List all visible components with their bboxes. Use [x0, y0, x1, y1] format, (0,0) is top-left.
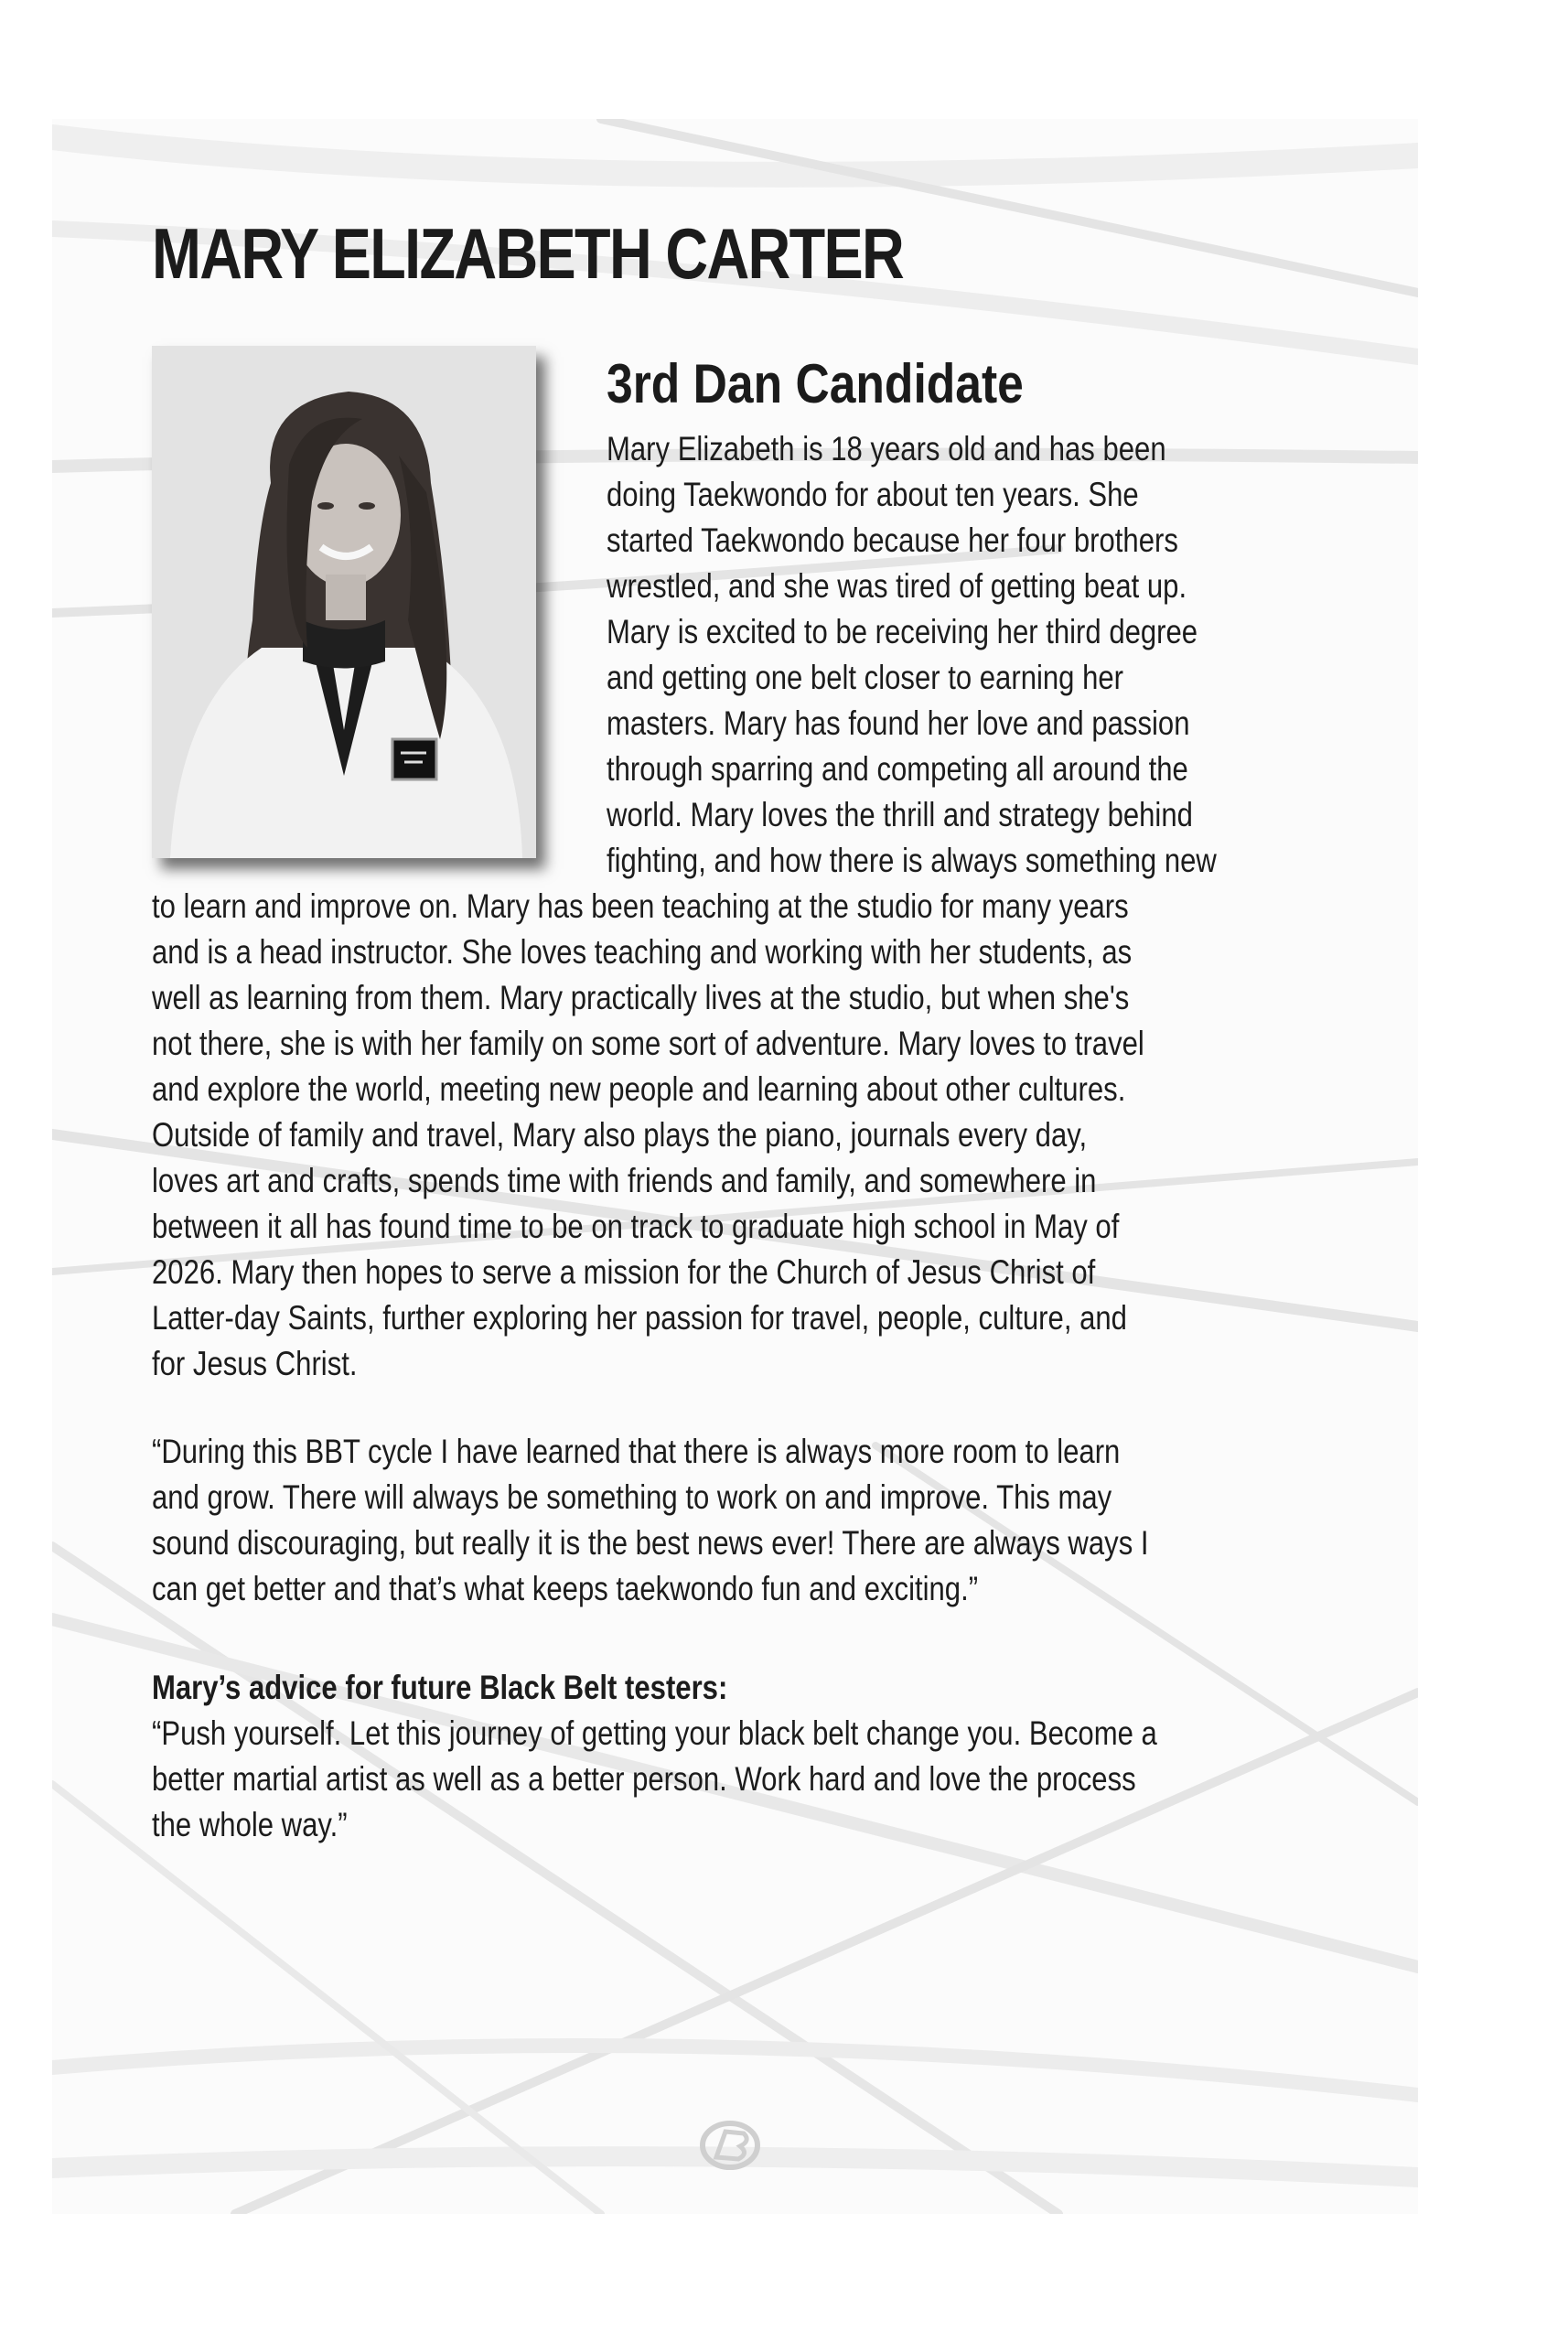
- bio-line: between it all has found time to be on track to graduate high school in May of: [152, 1208, 1120, 1245]
- bio-line: well as learning from them. Mary practically lives at the studio, but when she's: [152, 979, 1130, 1016]
- bio-line: Mary Elizabeth is 18 years old and has been: [607, 430, 1166, 467]
- bio-line: to learn and improve on. Mary has been teaching at the studio for many years: [152, 887, 1129, 925]
- bio-line: for Jesus Christ.: [152, 1345, 358, 1382]
- advice-line: “Push yourself. Let this journey of getting your black belt change you. Become a: [152, 1714, 1157, 1752]
- bio-line: 2026. Mary then hopes to serve a mission for the Church of Jesus Christ of: [152, 1253, 1096, 1291]
- bio-line: and is a head instructor. She loves teaching and working with her students, as: [152, 933, 1133, 971]
- quote-line: sound discouraging, but really it is the best news ever! There are always ways I: [152, 1524, 1149, 1562]
- portrait-photo-drawing: [152, 346, 536, 858]
- rank-subtitle: 3rd Dan Candidate: [607, 353, 1024, 414]
- bio-line: through sparring and competing all around the: [607, 750, 1188, 788]
- quote-line: and grow. There will always be something to work on and improve. This may: [152, 1478, 1112, 1516]
- quote-line: “During this BBT cycle I have learned that there is always more room to learn: [152, 1433, 1121, 1470]
- bio-line: wrestled, and she was tired of getting beat up.: [607, 567, 1187, 605]
- bio-line: started Taekwondo because her four brothers: [607, 521, 1178, 559]
- bio-line: Latter-day Saints, further exploring her passion for travel, people, culture, and: [152, 1299, 1127, 1337]
- school-logo-icon: [698, 2113, 762, 2177]
- page-title: MARY ELIZABETH CARTER: [152, 213, 904, 294]
- bio-line: doing Taekwondo for about ten years. She: [607, 476, 1139, 513]
- bio-line: world. Mary loves the thrill and strategy behind: [607, 796, 1193, 833]
- advice-heading: Mary’s advice for future Black Belt testers:: [152, 1669, 728, 1706]
- bio-line: loves art and crafts, spends time with friends and family, and somewhere in: [152, 1162, 1097, 1199]
- portrait-photo: [152, 346, 536, 858]
- advice-line: better martial artist as well as a better person. Work hard and love the process: [152, 1760, 1136, 1798]
- bio-line: and getting one belt closer to earning her: [607, 659, 1124, 696]
- bio-line: Mary is excited to be receiving her third degree: [607, 613, 1198, 650]
- bio-line: fighting, and how there is always something new: [607, 842, 1217, 879]
- advice-line: the whole way.”: [152, 1806, 348, 1843]
- quote-line: can get better and that’s what keeps taekwondo fun and exciting.”: [152, 1570, 979, 1607]
- bio-line: and explore the world, meeting new people and learning about other cultures.: [152, 1070, 1126, 1108]
- bio-line: masters. Mary has found her love and passion: [607, 704, 1190, 742]
- bio-line: not there, she is with her family on some sort of adventure. Mary loves to travel: [152, 1025, 1144, 1062]
- bio-line: Outside of family and travel, Mary also plays the piano, journals every day,: [152, 1116, 1088, 1154]
